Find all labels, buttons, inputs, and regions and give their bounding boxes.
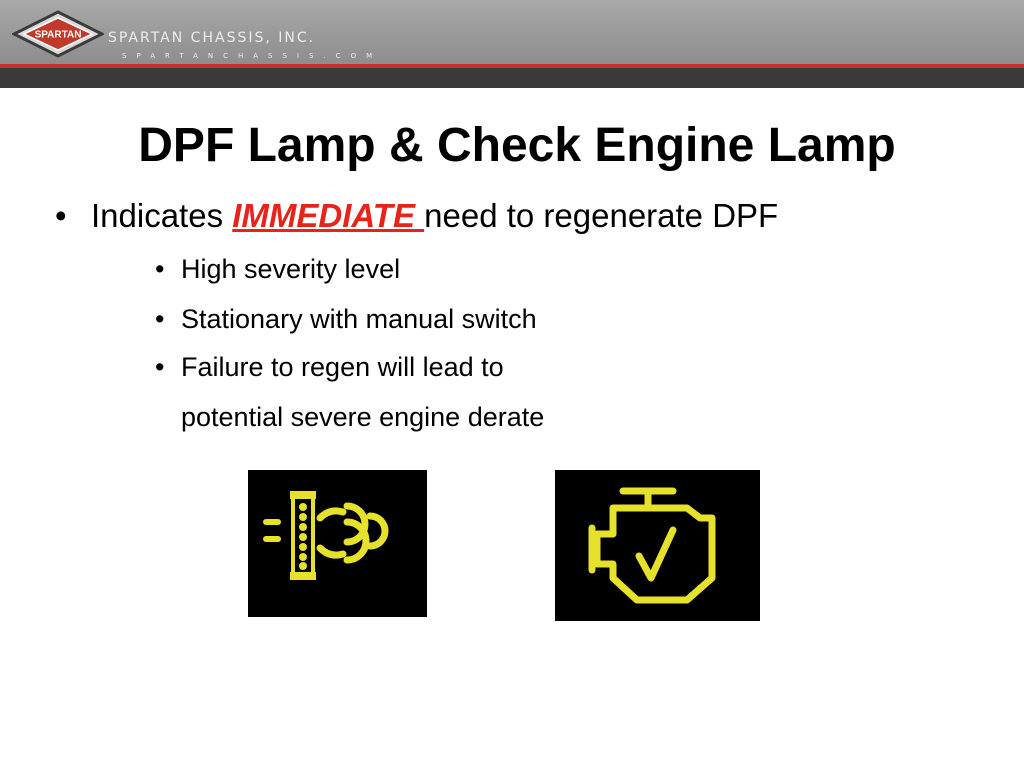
sub-bullet-text: Stationary with manual switch <box>181 304 537 334</box>
bullet-suffix: need to regenerate DPF <box>424 197 779 234</box>
sub-bullet-2 <box>155 304 537 335</box>
sub-bullet-continuation: potential severe engine derate <box>181 402 545 432</box>
sub-bullet-text: Failure to regen will lead to <box>181 352 504 382</box>
sub-bullet-text: High severity level <box>181 254 401 284</box>
dpf-lamp <box>248 470 427 617</box>
slide-header <box>0 0 1024 64</box>
company-url: SPARTANCHASSIS.COM <box>122 52 383 60</box>
sub-bullet-3 <box>155 352 504 383</box>
bullet-marker: • <box>55 197 67 234</box>
sub-bullet-marker: • <box>155 304 165 334</box>
bullet-prefix: Indicates <box>91 197 233 234</box>
header-dark-band <box>0 68 1024 88</box>
sub-bullet-marker: • <box>155 352 165 382</box>
spartan-logo <box>12 10 104 58</box>
dpf-warning-icon <box>248 470 427 617</box>
sub-bullet-marker: • <box>155 254 165 284</box>
check-engine-icon <box>555 470 760 621</box>
company-name: SPARTAN CHASSIS, INC. <box>108 30 316 46</box>
sub-bullet-1 <box>155 254 400 285</box>
check-engine-lamp <box>555 470 760 621</box>
logo-text: SPARTAN <box>34 29 82 41</box>
main-bullet <box>55 197 778 235</box>
slide-title: DPF Lamp & Check Engine Lamp <box>138 119 896 172</box>
bullet-emphasis: IMMEDIATE <box>232 197 425 234</box>
